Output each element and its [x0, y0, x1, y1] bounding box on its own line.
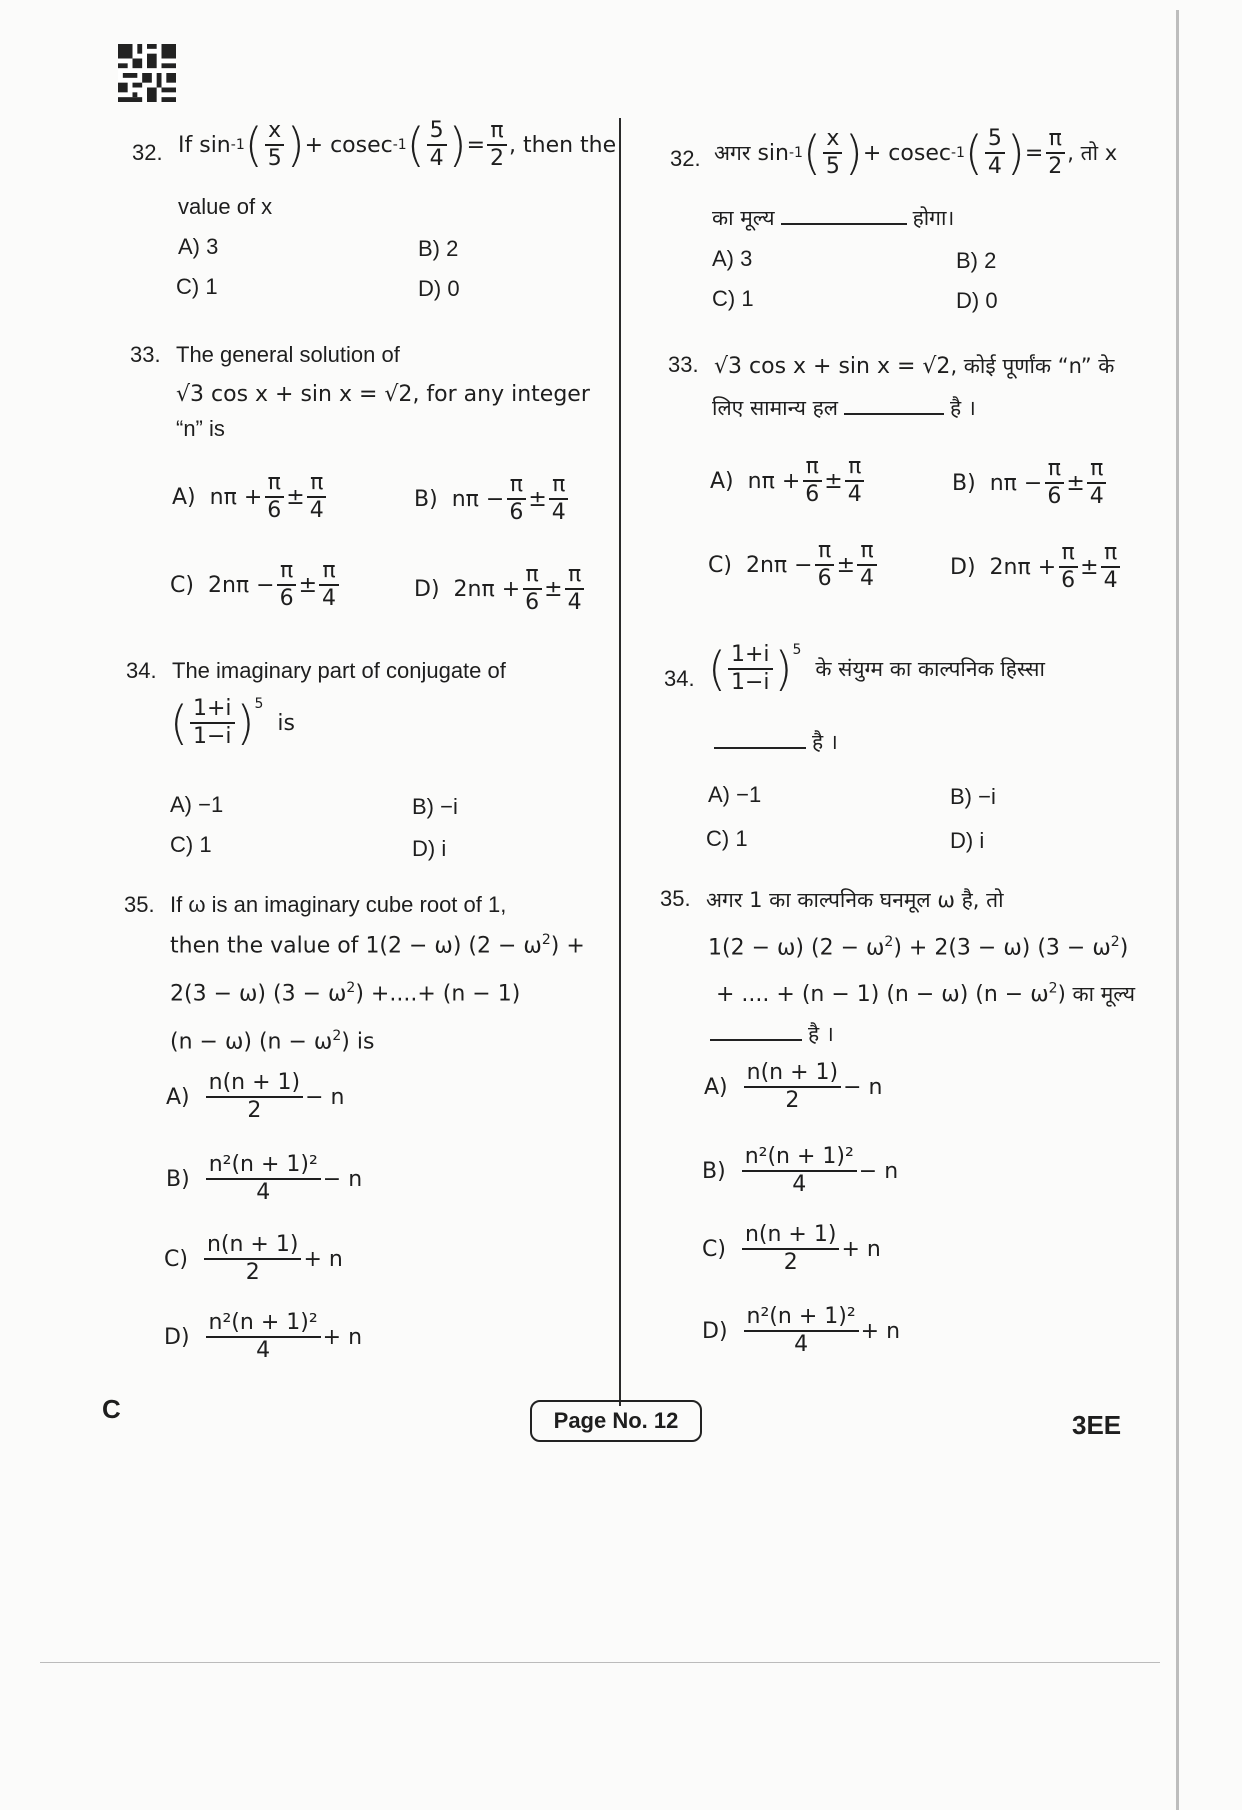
option-d: D) i [412, 836, 447, 861]
bottom-rule [40, 1662, 1160, 1663]
option-d: D) $\frac{\text{n²(n + 1)²}}{4}$ + n [164, 1310, 363, 1363]
option-c: C) 1 [712, 286, 754, 311]
option-c: C) $\frac{n(n + 1)}{2}$ + n [702, 1222, 881, 1275]
option-b: B) $\frac{\text{n²(n + 1)²}}{4}$ − n [166, 1152, 363, 1205]
option-a: A) $\frac{n(n + 1)}{2}$ − n [166, 1070, 345, 1123]
option-d: D) 0 [956, 288, 998, 313]
qr-code-icon [118, 44, 176, 102]
option-c: C) 1 [170, 832, 212, 857]
question-32-hi-stem: अगर sin -1 ( $\frac{x}{5}$ ) + cosec -1 ( $\frac{5}{4}$ ) = $\frac{\pi}{2}$ , तो x [714, 126, 1118, 180]
option-b: B) −i [412, 794, 458, 819]
option-d: D) 2nπ + $\frac{\pi}{6}$ ± $\frac{\pi}{4}$ [950, 540, 1123, 594]
option-b: B) −i [950, 784, 996, 809]
question-34-en-line1: The imaginary part of conjugate of [172, 658, 506, 683]
question-number: 33. [130, 342, 161, 367]
option-a: A) 3 [178, 234, 219, 259]
option-c: C) 2nπ − $\frac{\pi}{6}$ ± $\frac{\pi}{4}$ [708, 538, 879, 592]
question-32-en-stem: If sin -1 ( $\frac{x}{5}$ ) + cosec -1 ( $\frac{5}{4}$ ) = $\frac{\pi}{2}$ , then the [178, 118, 617, 172]
option-d: D) i [950, 828, 985, 853]
question-number: 35. [660, 886, 691, 911]
question-number: 35. [124, 892, 155, 917]
option-a: A) nπ + $\frac{\pi}{6}$ ± $\frac{\pi}{4}$ [710, 454, 867, 508]
option-a: A) 3 [712, 246, 753, 271]
question-35-hi-line2: 1(2 − ω) $(2 - \omega^2) + 2(3 - \omega)$ $(3 - \omega^2)$ [708, 934, 1129, 961]
question-number: 33. [668, 352, 699, 377]
option-b: B) nπ − $\frac{\pi}{6}$ ± $\frac{\pi}{4}$ [952, 456, 1109, 510]
answer-blank [844, 413, 944, 415]
option-a: A) $\frac{n(n + 1)}{2}$ − n [704, 1060, 883, 1113]
option-b: B) 2 [418, 236, 459, 261]
question-number: 34. [126, 658, 157, 683]
question-32-hi-line2: का मूल्य होगा। [712, 206, 955, 230]
page-number: Page No. 12 [553, 1408, 679, 1433]
question-number: 32. [132, 140, 163, 165]
question-33-en-line3: “n” is [176, 416, 225, 441]
option-b: B) $\frac{\text{n²(n + 1)²}}{4}$ − n [702, 1144, 899, 1197]
question-35-hi-line1: अगर 1 का काल्पनिक घनमूल ω है, तो [706, 888, 1004, 912]
question-35-hi-line4: है । [704, 1020, 834, 1048]
question-33-hi-line1: √3 cos x + sin x = √2, कोई पूर्णांक “n” के [714, 354, 1115, 379]
question-33-en-line2: √3 cos x + sin x = √2, for any integer [176, 382, 590, 407]
question-number: 32. [670, 146, 701, 171]
option-a: A) −1 [708, 782, 762, 807]
option-b: B) 2 [956, 248, 997, 273]
question-34-en-expr: ( $\frac{1+i}{1-i}$ ) $^5$ is [170, 696, 295, 750]
option-d: D) $\frac{\text{n²(n + 1)²}}{4}$ + n [702, 1304, 901, 1357]
question-35-en-line4: (n − ω) $(n - \omega^2)$ is [170, 1028, 375, 1055]
option-c: C) 2nπ − $\frac{\pi}{6}$ ± $\frac{\pi}{4}$ [170, 558, 341, 612]
question-34-hi-expr: ( $\frac{1+i}{1-i}$ ) $^5$ के संयुग्म का काल्पनिक हिस्सा [708, 642, 1045, 696]
option-c: C) $\frac{n(n + 1)}{2}$ + n [164, 1232, 343, 1285]
question-35-en-line1: If ω is an imaginary cube root of 1, [170, 892, 507, 917]
page-number-box [530, 1400, 702, 1442]
question-35-en-line3: 2(3 − ω) $(3 - \omega^2)$ +....+ (n − 1) [170, 980, 521, 1007]
option-c: C) 1 [176, 274, 218, 299]
question-34-hi-line2: है । [708, 728, 838, 756]
question-35-en-line2: then the value of 1(2 − ω) $(2 - \omega^2)$ + [170, 932, 585, 959]
option-a: A) nπ + $\frac{\pi}{6}$ ± $\frac{\pi}{4}$ [172, 470, 329, 524]
question-33-hi-line2: लिए सामान्य हल है । [712, 396, 976, 420]
answer-blank [714, 747, 806, 749]
set-code-left: C [102, 1394, 121, 1424]
question-32-en-line2: value of x [178, 194, 273, 219]
option-c: C) 1 [706, 826, 748, 851]
answer-blank [781, 223, 907, 225]
question-number: 34. [664, 666, 695, 691]
option-d: D) 0 [418, 276, 460, 301]
option-b: B) nπ − $\frac{\pi}{6}$ ± $\frac{\pi}{4}$ [414, 472, 571, 526]
option-d: D) 2nπ + $\frac{\pi}{6}$ ± $\frac{\pi}{4}$ [414, 562, 587, 616]
column-divider [619, 118, 621, 1406]
question-33-en-line1: The general solution of [176, 342, 400, 367]
page-edge [1176, 10, 1179, 1810]
answer-blank [710, 1039, 802, 1041]
option-a: A) −1 [170, 792, 224, 817]
question-35-hi-line3: + .... + (n − 1) (n − ω) $(n - \omega^2)$ का मूल्य [716, 980, 1136, 1007]
paper-code: 3EE [1072, 1410, 1122, 1440]
